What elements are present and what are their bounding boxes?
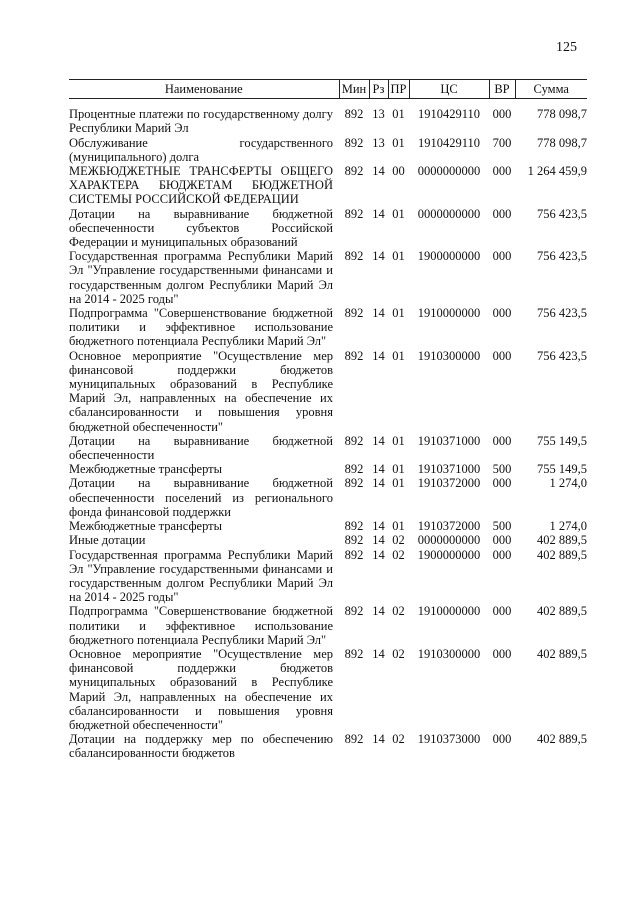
cell-sum: 755 149,5 <box>537 433 587 448</box>
cell-vr: 000 <box>492 164 512 179</box>
cell-rz: 14 <box>372 348 385 363</box>
cell-pr: 01 <box>392 249 405 264</box>
column-header-min: Мин <box>339 80 369 99</box>
cell-cs: 1900000000 <box>417 249 481 264</box>
cell-sum: 756 423,5 <box>537 348 587 363</box>
cell-pr: 01 <box>392 135 405 150</box>
cell-name: Подпрограмма "Совершенствование бюджетной политики и эффективное использование бюджетного потенциала Республики Марий Эл" <box>69 604 333 647</box>
cell-vr: 000 <box>492 547 512 562</box>
cell-min: 892 <box>344 732 364 747</box>
cell-sum: 778 098,7 <box>537 135 587 150</box>
cell-vr: 000 <box>492 646 512 661</box>
cell-min: 892 <box>344 164 364 179</box>
table-row <box>69 462 587 476</box>
cell-sum: 756 423,5 <box>537 206 587 221</box>
cell-pr: 01 <box>392 462 405 477</box>
cell-pr: 01 <box>392 306 405 321</box>
cell-vr: 000 <box>492 348 512 363</box>
cell-vr: 500 <box>492 519 512 534</box>
cell-rz: 14 <box>372 732 385 747</box>
cell-rz: 13 <box>372 135 385 150</box>
budget-table <box>69 79 587 761</box>
cell-name: Дотации на поддержку мер по обеспечению сбалансированности бюджетов <box>69 732 333 761</box>
cell-sum: 402 889,5 <box>537 533 587 548</box>
column-header-cs: ЦС <box>409 80 489 99</box>
cell-rz: 14 <box>372 249 385 264</box>
cell-pr: 01 <box>392 476 405 491</box>
cell-sum: 756 423,5 <box>537 249 587 264</box>
cell-name: Обслуживание государственного (муниципального) долга <box>69 135 333 164</box>
cell-cs: 1910300000 <box>417 646 481 661</box>
cell-vr: 000 <box>492 206 512 221</box>
cell-cs: 1910000000 <box>417 306 481 321</box>
cell-cs: 1900000000 <box>417 547 481 562</box>
cell-min: 892 <box>344 646 364 661</box>
cell-pr: 02 <box>392 547 405 562</box>
cell-vr: 000 <box>492 306 512 321</box>
cell-name: Иные дотации <box>69 533 146 548</box>
cell-sum: 756 423,5 <box>537 306 587 321</box>
column-header-sum: Сумма <box>515 80 587 99</box>
cell-min: 892 <box>344 107 364 122</box>
cell-min: 892 <box>344 135 364 150</box>
cell-cs: 0000000000 <box>417 533 481 548</box>
cell-rz: 14 <box>372 462 385 477</box>
column-header-vr: ВР <box>489 80 515 99</box>
cell-vr: 000 <box>492 604 512 619</box>
cell-min: 892 <box>344 249 364 264</box>
cell-sum: 402 889,5 <box>537 547 587 562</box>
cell-vr: 500 <box>492 462 512 477</box>
cell-rz: 14 <box>372 164 385 179</box>
column-header-pr: ПР <box>388 80 409 99</box>
cell-pr: 01 <box>392 348 405 363</box>
table-row <box>69 207 587 250</box>
column-header-name: Наименование <box>69 80 339 99</box>
cell-rz: 14 <box>372 547 385 562</box>
cell-vr: 000 <box>492 249 512 264</box>
cell-name: Дотации на выравнивание бюджетной обеспеченности <box>69 433 333 463</box>
cell-rz: 14 <box>372 433 385 448</box>
cell-sum: 1 274,0 <box>549 519 587 534</box>
table-row <box>69 99 587 136</box>
cell-sum: 402 889,5 <box>537 646 587 661</box>
cell-rz: 14 <box>372 604 385 619</box>
cell-cs: 1910300000 <box>417 348 481 363</box>
cell-name: Подпрограмма "Совершенствование бюджетной политики и эффективное использование бюджетного потенциала Республики Марий Эл" <box>69 306 333 349</box>
cell-min: 892 <box>344 604 364 619</box>
table-row <box>69 476 587 519</box>
table-row <box>69 548 587 605</box>
cell-sum: 402 889,5 <box>537 604 587 619</box>
cell-min: 892 <box>344 206 364 221</box>
cell-name: Основное мероприятие "Осуществление мер финансовой поддержки бюджетов муниципальных образований в Республике Марий Эл, направленных на обеспечение их сбалансированности и повышения уровня бюджетной обеспеченности" <box>69 646 333 732</box>
cell-min: 892 <box>344 519 364 534</box>
cell-sum: 755 149,5 <box>537 462 587 477</box>
cell-cs: 0000000000 <box>417 206 481 221</box>
cell-pr: 00 <box>392 164 405 179</box>
cell-name: Государственная программа Республики Марий Эл "Управление государственными финансами и государственным долгом Республики Марий Эл на 2014 - 2025 годы" <box>69 547 333 605</box>
cell-name: Дотации на выравнивание бюджетной обеспеченности субъектов Российской Федерации и муниципальных образований <box>69 206 333 250</box>
cell-vr: 700 <box>492 135 512 150</box>
cell-name: Дотации на выравнивание бюджетной обеспеченности поселений из регионального фонда финансовой поддержки <box>69 476 333 519</box>
table-row <box>69 519 587 533</box>
table-row <box>69 349 587 434</box>
cell-cs: 1910371000 <box>417 462 481 477</box>
cell-sum: 402 889,5 <box>537 732 587 747</box>
cell-pr: 01 <box>392 107 405 122</box>
cell-pr: 02 <box>392 732 405 747</box>
table-row <box>69 732 587 760</box>
cell-pr: 02 <box>392 604 405 619</box>
cell-min: 892 <box>344 533 364 548</box>
page-number: 125 <box>556 40 577 55</box>
cell-min: 892 <box>344 306 364 321</box>
cell-min: 892 <box>344 462 364 477</box>
table-row <box>69 306 587 349</box>
table-row <box>69 647 587 732</box>
cell-cs: 0000000000 <box>417 164 481 179</box>
cell-cs: 1910373000 <box>417 732 481 747</box>
table-body <box>69 99 587 761</box>
cell-pr: 02 <box>392 646 405 661</box>
cell-min: 892 <box>344 476 364 491</box>
cell-cs: 1910000000 <box>417 604 481 619</box>
cell-sum: 1 264 459,9 <box>527 164 587 179</box>
cell-min: 892 <box>344 433 364 448</box>
cell-rz: 14 <box>372 306 385 321</box>
cell-vr: 000 <box>492 533 512 548</box>
cell-cs: 1910372000 <box>417 476 481 491</box>
table-header-row <box>69 80 587 99</box>
cell-rz: 13 <box>372 107 385 122</box>
cell-sum: 778 098,7 <box>537 107 587 122</box>
cell-pr: 02 <box>392 533 405 548</box>
cell-cs: 1910429110 <box>417 107 481 122</box>
cell-cs: 1910371000 <box>417 433 481 448</box>
cell-vr: 000 <box>492 107 512 122</box>
cell-name: Межбюджетные трансферты <box>69 519 223 534</box>
table-row <box>69 604 587 647</box>
cell-name: МЕЖБЮДЖЕТНЫЕ ТРАНСФЕРТЫ ОБЩЕГО ХАРАКТЕРА БЮДЖЕТАМ БЮДЖЕТНОЙ СИСТЕМЫ РОССИЙСКОЙ ФЕДЕРАЦИИ <box>69 164 333 207</box>
cell-vr: 000 <box>492 476 512 491</box>
cell-rz: 14 <box>372 646 385 661</box>
cell-vr: 000 <box>492 433 512 448</box>
column-header-rz: Рз <box>369 80 388 99</box>
cell-name: Государственная программа Республики Марий Эл "Управление государственными финансами и государственным долгом Республики Марий Эл на 2014 - 2025 годы" <box>69 249 333 306</box>
table-row <box>69 164 587 207</box>
cell-name: Основное мероприятие "Осуществление мер финансовой поддержки бюджетов муниципальных образований в Республике Марий Эл, направленных на обеспечение их сбалансированности и повышения уровня бюджетной обеспеченности" <box>69 348 333 434</box>
cell-rz: 14 <box>372 206 385 221</box>
cell-rz: 14 <box>372 533 385 548</box>
table-row <box>69 136 587 164</box>
cell-pr: 01 <box>392 206 405 221</box>
table-row <box>69 249 587 306</box>
cell-pr: 01 <box>392 433 405 448</box>
table-row <box>69 533 587 547</box>
cell-rz: 14 <box>372 519 385 534</box>
table-row <box>69 434 587 462</box>
cell-vr: 000 <box>492 732 512 747</box>
cell-pr: 01 <box>392 519 405 534</box>
cell-cs: 1910372000 <box>417 519 481 534</box>
cell-name: Межбюджетные трансферты <box>69 462 223 477</box>
cell-min: 892 <box>344 348 364 363</box>
cell-name: Процентные платежи по государственному долгу Республики Марий Эл <box>69 107 333 136</box>
cell-min: 892 <box>344 547 364 562</box>
cell-rz: 14 <box>372 476 385 491</box>
cell-sum: 1 274,0 <box>549 476 587 491</box>
cell-cs: 1910429110 <box>417 135 481 150</box>
